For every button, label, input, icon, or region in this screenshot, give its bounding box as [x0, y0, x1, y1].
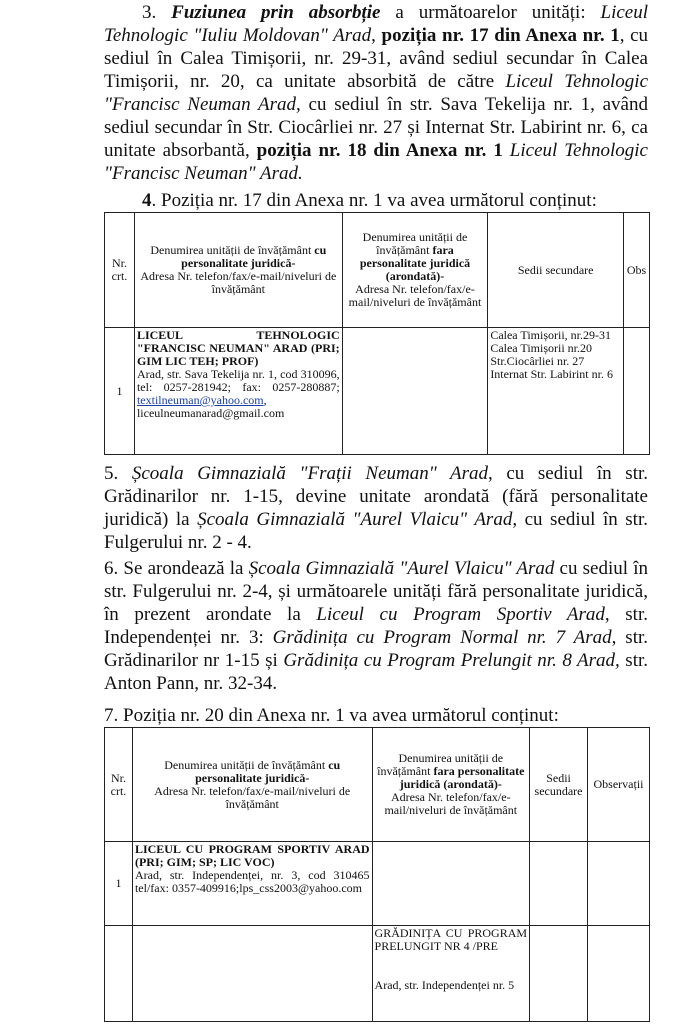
secondary-site: Calea Timișorii nr.20 — [490, 341, 592, 355]
header-text-bold: fara personalitate juridică (arondată)- — [359, 243, 471, 283]
unit-cell — [134, 328, 342, 455]
row-number: 1 — [105, 842, 133, 926]
table-row — [105, 842, 650, 926]
header-observations: Obs — [623, 213, 649, 328]
unit-address: Arad, str. Independenței nr. 5 — [374, 978, 515, 992]
text-segment: , str. Grădinarilor nr 1-15 și — [104, 627, 648, 671]
unit-email: liceulneumanarad@gmail.com — [136, 406, 285, 420]
table-row — [105, 328, 650, 455]
item-3-lead: Fuziunea prin absorbție — [171, 2, 381, 23]
text-segment: cu sediul în str. Sava Tekelija nr. 1, având sediul secundar în Str. Ciocârliei nr. 27 și Internat Str. Labirint nr. 6, ca unitate absorbantă, — [104, 94, 648, 161]
text-segment: a următoarelor unități: — [380, 2, 601, 23]
secondary-sites-cell — [488, 328, 624, 455]
header-secondary-sites: Sedii secundare — [488, 213, 624, 328]
school-name: Școala Gimnazială "Aurel Vlaicu" Arad — [197, 509, 513, 530]
text-segment: , — [371, 25, 382, 46]
school-name: Liceul cu Program Sportiv Arad — [316, 604, 605, 625]
unit-name: LICEUL CU PROGRAM SPORTIV ARAD (PRI; GIM; SP; LIC VOC) — [134, 842, 370, 869]
table-row — [105, 926, 650, 1022]
table-header-row — [105, 213, 650, 328]
empty-cell — [132, 926, 372, 1022]
school-name: Școala Gimnazială "Frații Neuman" Arad — [131, 463, 488, 484]
paragraph-item-5 — [104, 462, 648, 554]
item-3-number: 3. — [142, 2, 157, 23]
school-name: Liceul Tehnologic "Francisc Neuman Arad, — [104, 71, 648, 115]
item-7-text: 7. Poziția nr. 20 din Anexa nr. 1 va avea următorul conținut: — [104, 705, 559, 726]
header-text: Adresa Nr. telefon/fax/e-mail/niveluri de învățământ — [384, 790, 518, 817]
text-segment: 6. Se arondează la — [104, 558, 249, 579]
item-4-number: 4 — [142, 190, 152, 211]
header-text: Denumirea unității de învățământ — [150, 243, 315, 257]
paragraph-item-3 — [104, 1, 648, 185]
header-secondary-sites: Sedii secundare — [530, 728, 588, 842]
paragraph-item-7 — [104, 704, 648, 727]
table-header-row — [105, 728, 650, 842]
header-text: Adresa Nr. telefon/fax/e-mail/niveluri de învățământ — [140, 269, 337, 296]
school-name: Grădinița cu Program Normal nr. 7 Arad — [272, 627, 612, 648]
header-text-bold: cu personalitate juridică- — [195, 757, 341, 785]
empty-cell — [530, 842, 588, 926]
school-name: Școala Gimnazială "Aurel Vlaicu" Arad — [248, 558, 555, 579]
header-text: Denumirea unității de învățământ — [377, 751, 504, 778]
row-number: 1 — [105, 328, 135, 455]
header-unit-with-legal — [134, 213, 342, 328]
header-text: Adresa Nr. telefon/fax/e-mail/niveluri de învățământ — [348, 282, 482, 309]
paragraph-item-6 — [104, 557, 648, 695]
empty-cell — [530, 926, 588, 1022]
empty-cell — [588, 926, 650, 1022]
header-nr: Nr. crt. — [105, 728, 133, 842]
email-link[interactable]: textilneuman@yahoo.com — [136, 393, 264, 407]
table-position-20 — [104, 727, 650, 1022]
unit-cell — [132, 842, 372, 926]
unit-name: GRĂDINIȚA CU PROGRAM PRELUNGIT NR 4 /PRE — [374, 926, 528, 953]
paragraph-item-4 — [104, 189, 648, 212]
text-segment: cu sediul în str. Fulgerului nr. 2-4, și următoarele unități fără personalitate juridică, în prezent arondate la — [104, 558, 648, 625]
header-observations: Observații — [588, 728, 650, 842]
school-name: Liceul Tehnologic "Iuliu Moldovan" Arad — [104, 2, 649, 46]
position-reference: poziția nr. 17 din Anexa nr. 1 — [381, 25, 620, 46]
empty-cell — [105, 926, 133, 1022]
header-text-bold: fara personalitate juridică (arondată)- — [399, 764, 525, 791]
table-position-17 — [104, 212, 650, 455]
header-text: Denumirea unității de învățământ — [362, 230, 468, 257]
unit-address: Arad, str. Sava Tekelija nr. 1, cod 310096, tel: 0257-281942; fax: 0257-280887; — [136, 367, 340, 394]
unit-cell — [372, 926, 530, 1022]
unit-address: Arad, str. Independenței, nr. 3, cod 310465 tel/fax: 0357-409916;lps_css2003@yahoo.com — [134, 868, 370, 895]
school-name: Grădinița cu Program Prelungit nr. 8 Arad, — [283, 650, 620, 671]
text-segment: , cu sediul în str. Fulgerului nr. 2 - 4. — [104, 509, 648, 553]
header-text: Denumirea unității de învățământ — [164, 757, 329, 772]
header-text: Adresa Nr. telefon/fax/e-mail/niveluri de învățământ — [154, 783, 351, 811]
item-5-number: 5. — [104, 463, 132, 484]
secondary-site: Str.Ciocârliei nr. 27 — [490, 354, 585, 368]
empty-cell — [372, 842, 530, 926]
secondary-site: Internat Str. Labirint nr. 6 — [490, 367, 613, 381]
empty-cell — [623, 328, 649, 455]
empty-cell — [342, 328, 488, 455]
text-segment: , cu sediul în str. Grădinarilor nr. 1-15, devine unitate arondată (fără personalitate juridică) la — [104, 463, 648, 530]
unit-name: LICEUL TEHNOLOGIC "FRANCISC NEUMAN" ARAD (PRI; GIM LIC TEH; PROF) — [136, 328, 340, 368]
item-4-text: . Poziția nr. 17 din Anexa nr. 1 va avea următorul conținut: — [151, 190, 597, 211]
header-nr: Nr. crt. — [105, 213, 135, 328]
empty-cell — [588, 842, 650, 926]
secondary-site: Calea Timișorii, nr.29-31 — [490, 328, 611, 342]
position-reference: poziția nr. 18 din Anexa nr. 1 — [256, 140, 503, 161]
school-name: Liceul Tehnologic "Francisc Neuman" Arad. — [104, 140, 648, 184]
separator: , — [263, 393, 267, 407]
spacer — [375, 953, 528, 979]
text-segment: str. Anton Pann, nr. 32-34. — [104, 650, 649, 694]
header-unit-with-legal — [132, 728, 372, 842]
text-segment: , cu sediul în Calea Timișorii, nr. 29-31, având sediul secundar în Calea Timișorii, nr. 20, ca unitate absorbită de către — [104, 25, 649, 92]
header-unit-without-legal — [342, 213, 488, 328]
text-segment: , str. Independenței nr. 3: — [104, 604, 648, 648]
header-unit-without-legal — [372, 728, 530, 842]
header-text-bold: cu personalitate juridică- — [181, 243, 327, 270]
